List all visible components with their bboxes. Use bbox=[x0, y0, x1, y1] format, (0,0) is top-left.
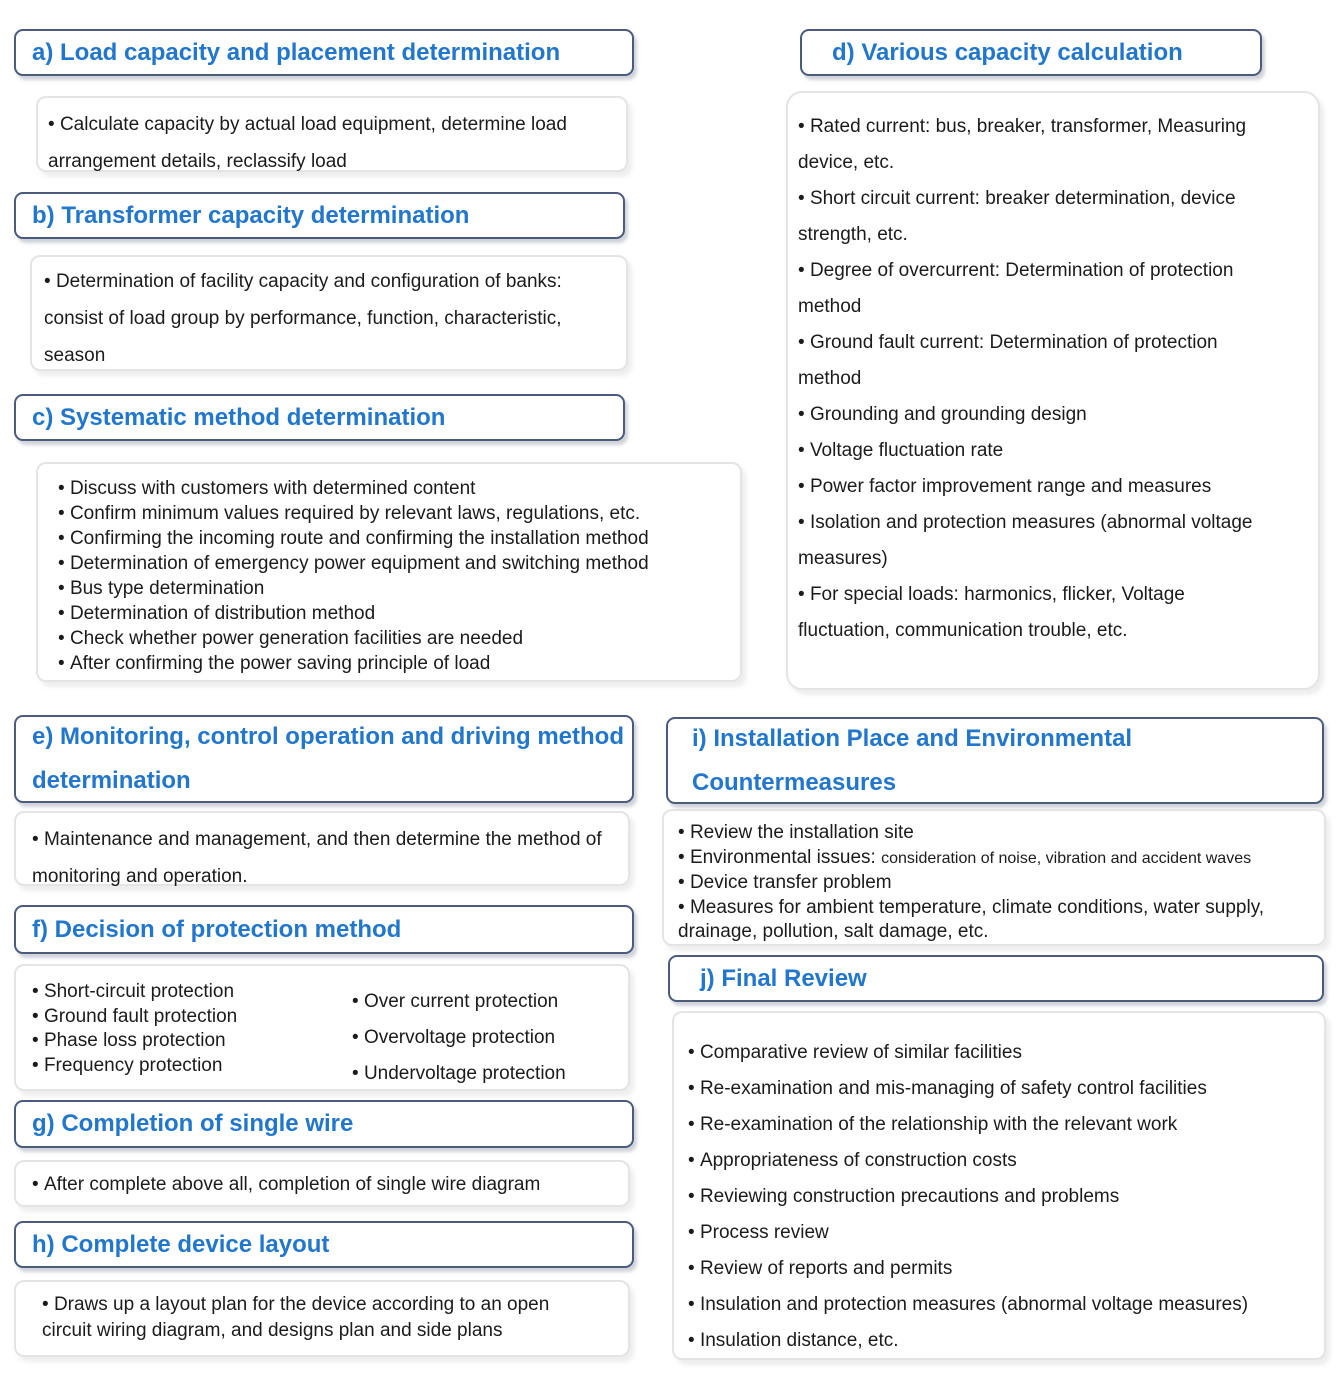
section-e-header bbox=[14, 715, 634, 803]
section-i-title: i) Installation Place and Environmental Countermeasures bbox=[692, 724, 1133, 796]
section-d-list bbox=[798, 109, 1279, 649]
section-h-list bbox=[42, 1292, 604, 1344]
section-j-content bbox=[672, 1011, 1326, 1360]
list-item: • Voltage fluctuation rate bbox=[798, 433, 1279, 469]
list-item: • Determination of facility capacity and configuration of banks: consist of load group by performance, function, characteristic, season bbox=[44, 263, 600, 374]
section-i-content bbox=[662, 809, 1326, 946]
list-item: • After complete above all, completion of single wire diagram bbox=[32, 1172, 618, 1198]
list-item: • Insulation and protection measures (abnormal voltage measures) bbox=[688, 1287, 1314, 1323]
list-item: • Process review bbox=[688, 1215, 1314, 1251]
section-f-column-1 bbox=[16, 966, 334, 1089]
list-item: • Grounding and grounding design bbox=[798, 397, 1279, 433]
section-a-content bbox=[36, 96, 628, 172]
section-d-title: d) Various capacity calculation bbox=[832, 38, 1183, 66]
list-item: • Discuss with customers with determined content bbox=[58, 476, 730, 501]
section-b-header bbox=[14, 192, 625, 239]
section-j-title: j) Final Review bbox=[700, 964, 867, 992]
section-j-list bbox=[688, 1035, 1314, 1359]
list-item: • Determination of distribution method bbox=[58, 601, 730, 626]
list-item: • Confirm minimum values required by relevant laws, regulations, etc. bbox=[58, 501, 730, 526]
section-i-header bbox=[666, 717, 1324, 804]
section-h-header bbox=[14, 1221, 634, 1268]
section-a-list bbox=[48, 106, 608, 180]
list-item: • Overvoltage protection bbox=[352, 1020, 628, 1056]
list-item: • Insulation distance, etc. bbox=[688, 1323, 1314, 1359]
section-h-content bbox=[14, 1280, 630, 1357]
section-b-list bbox=[44, 263, 600, 374]
list-item-small-text: consideration of noise, vibration and accident waves bbox=[881, 849, 1252, 867]
list-item: • Check whether power generation facilities are needed bbox=[58, 626, 730, 651]
section-a-header bbox=[14, 29, 634, 76]
list-item: • Device transfer problem bbox=[678, 871, 1316, 896]
section-c-content bbox=[36, 462, 742, 682]
list-item: • Measures for ambient temperature, climate conditions, water supply, drainage, pollution, salt damage, etc. bbox=[678, 896, 1316, 945]
list-item: • Short circuit current: breaker determination, device strength, etc. bbox=[798, 181, 1279, 253]
list-item: • Undervoltage protection bbox=[352, 1056, 628, 1092]
list-item: • Short-circuit protection bbox=[32, 980, 334, 1005]
list-item: • Maintenance and management, and then determine the method of monitoring and operation. bbox=[32, 821, 604, 895]
list-item: • Calculate capacity by actual load equipment, determine load arrangement details, reclassify load bbox=[48, 106, 608, 180]
list-item: • Confirming the incoming route and confirming the installation method bbox=[58, 526, 730, 551]
section-d-header bbox=[800, 29, 1262, 76]
list-item: • Review the installation site bbox=[678, 821, 1316, 846]
section-b-title: b) Transformer capacity determination bbox=[32, 201, 470, 229]
section-b-content bbox=[30, 255, 628, 371]
list-item: • After confirming the power saving principle of load bbox=[58, 651, 730, 676]
list-item: • Appropriateness of construction costs bbox=[688, 1143, 1314, 1179]
section-f-column-2 bbox=[334, 966, 628, 1089]
list-item: • Draws up a layout plan for the device according to an open circuit wiring diagram, and designs plan and side plans bbox=[42, 1292, 604, 1344]
list-item: • Isolation and protection measures (abnormal voltage measures) bbox=[798, 505, 1279, 577]
section-c-title: c) Systematic method determination bbox=[32, 403, 446, 431]
section-h-title: h) Complete device layout bbox=[32, 1230, 330, 1258]
section-a-title: a) Load capacity and placement determination bbox=[32, 38, 561, 66]
list-item: • Review of reports and permits bbox=[688, 1251, 1314, 1287]
list-item: • Ground fault current: Determination of protection method bbox=[798, 325, 1279, 397]
list-item: • Re-examination and mis-managing of safety control facilities bbox=[688, 1071, 1314, 1107]
section-c-list bbox=[58, 476, 730, 676]
list-item: • Over current protection bbox=[352, 984, 628, 1020]
list-item: • Determination of emergency power equipment and switching method bbox=[58, 551, 730, 576]
list-item: • Power factor improvement range and measures bbox=[798, 469, 1279, 505]
section-g-header bbox=[14, 1100, 634, 1148]
section-g-title: g) Completion of single wire bbox=[32, 1110, 354, 1137]
list-item: • Re-examination of the relationship with the relevant work bbox=[688, 1107, 1314, 1143]
list-item: • Degree of overcurrent: Determination of protection method bbox=[798, 253, 1279, 325]
section-c-header bbox=[14, 394, 625, 441]
list-item-text: Environmental issues: bbox=[689, 846, 882, 868]
list-item: • Bus type determination bbox=[58, 576, 730, 601]
section-e-content bbox=[14, 811, 630, 886]
list-item: • Reviewing construction precautions and problems bbox=[688, 1179, 1314, 1215]
list-item: • Rated current: bus, breaker, transformer, Measuring device, etc. bbox=[798, 109, 1279, 181]
list-item: • Phase loss protection bbox=[32, 1029, 334, 1054]
section-e-list bbox=[32, 821, 604, 895]
section-f-title: f) Decision of protection method bbox=[32, 915, 402, 943]
list-item: • For special loads: harmonics, flicker, Voltage fluctuation, communication trouble, etc. bbox=[798, 577, 1279, 649]
section-f-content bbox=[14, 964, 630, 1091]
list-item: • Ground fault protection bbox=[32, 1005, 334, 1030]
section-e-title: e) Monitoring, control operation and driving method determination bbox=[32, 723, 624, 794]
section-g-list bbox=[32, 1172, 618, 1198]
section-j-header bbox=[668, 955, 1324, 1002]
list-item: • Frequency protection bbox=[32, 1054, 334, 1079]
section-d-content bbox=[786, 91, 1320, 690]
section-g-content bbox=[14, 1160, 630, 1207]
list-item: • Comparative review of similar facilities bbox=[688, 1035, 1314, 1071]
section-f-header bbox=[14, 905, 634, 954]
list-item bbox=[678, 846, 1316, 872]
section-i-list bbox=[678, 821, 1316, 945]
